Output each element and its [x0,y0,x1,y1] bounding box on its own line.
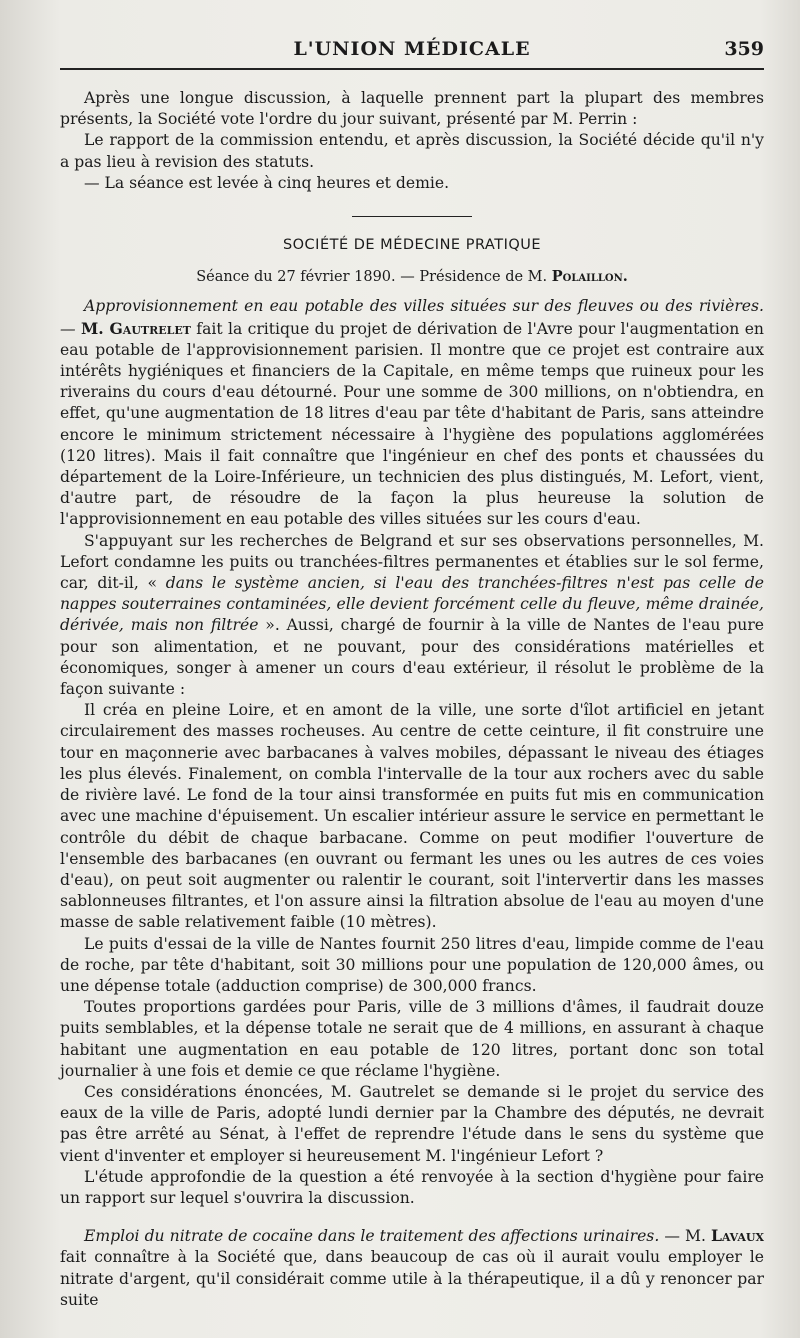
article-heading: Approvisionnement en eau potable des villes situées sur des fleuves ou des rivières. — [60,297,764,338]
session-line [60,266,764,288]
article-paragraph: L'étude approfondie de la question a été renvoyée à la section d'hygiène pour faire un rapport sur lequel s'ouvrira la discussion. [60,1167,764,1207]
article-text: ». Aussi, chargé de fournir à la ville de Nantes de l'eau pure pour son alimentation, et ne pouvant, pour des considérations matérielles et économiques, songer à amener un cours d'eau extérieur, il résolut le problème de la façon suivante : [60,616,765,699]
article-paragraph: Ces considérations énoncées, M. Gautrelet se demande si le projet du service des eaux de la ville de Paris, adopté lundi dernier par la Chambre des députés, ne devrait pas être arrêté au Sénat, à l'effet de reprendre l'étude dans le sens du système que vient d'inventer et employer si heureusement M. l'ingénieur Lefort ? [60,1082,764,1165]
section-title: SOCIÉTÉ DE MÉDECINE PRATIQUE [282,237,542,254]
article-paragraph: Le puits d'essai de la ville de Nantes fournit 250 litres d'eau, limpide comme de l'eau de roche, par tête d'habitant, soit 30 millions pour une population de 120,000 âmes, ou une dépense totale (adduction comprise) de 300,000 francs. [60,934,764,995]
article-text: fait connaître à la Société que, dans beaucoup de cas où il aurait voulu employer le nitrate d'argent, qu'il considérait comme utile à la thérapeutique, il a dû y renoncer par suite [60,1248,764,1309]
president-name: Polaillon. [551,268,628,286]
article-heading: Emploi du nitrate de cocaïne dans le traitement des affections urinaires. [84,1227,660,1246]
article-paragraph [60,1225,764,1311]
intro-block [60,88,764,194]
body-text [60,88,764,1311]
article-author: Lavaux [710,1226,765,1246]
journal-title: L'UNION MÉDICALE [293,38,531,60]
article-text: — M. [659,1227,711,1246]
article-quote: dans le système ancien, si l'eau des tranchées-filtres n'est pas celle de nappes souterraines contaminées, elle devient forcément celle du fleuve, même drainée, dérivée, mais non filtrée [60,574,764,635]
article-text: fait la critique du projet de dérivation de l'Avre pour l'augmentation en eau potable de l'approvisionnement parisien. Il montre que ce projet est contraire aux intérêts hygiéniques et financiers de la Capitale, en même temps que ruineux pour les riverains du cours d'eau détourné. Pour une somme de 300 millions, on n'obtiendra, en effet, qu'une augmentation de 18 litres d'eau par tête d'habitant de Paris, sans atteindre encore le minimum strictement nécessaire à l'hygiène des populations agglomérées (120 litres). Mais il fait connaître que l'ingénieur en chef des ponts et chaussées du département de la Loire-Inférieure, un technicien des plus distingués, M. Lefort, vient, d'autre part, de résoudre de la façon la plus heureuse la solution de l'approvisionnement en eau potable des villes situées sur les cours d'eau. [60,319,764,529]
intro-paragraph: — La séance est levée à cinq heures et demie. [84,173,450,192]
intro-paragraph: Le rapport de la commission entendu, et après discussion, la Société décide qu'il n'y a pas lieu à revision des statuts. [60,131,764,171]
paragraph-gap [60,1209,764,1225]
article-text: S'appuyant sur les recherches de Belgrand et sur ses observations personnelles, M. Lefort condamne les puits ou tranchées-filtres permanentes et établies sur le sol ferme, car, dit-il, « [60,531,764,593]
intro-paragraph: Après une longue discussion, à laquelle prennent part la plupart des membres présents, la Société vote l'ordre du jour suivant, présenté par M. Perrin : [60,89,764,129]
article-paragraph: Toutes proportions gardées pour Paris, ville de 3 millions d'âmes, il faudrait douze puits semblables, et la dépense totale ne serait que de 4 millions, en assurant à chaque habitant une augmentation en eau potable de 120 litres, portant donc son total journalier à une fois et demie ce que réclame l'hygiène. [60,998,764,1080]
article-paragraph [60,531,764,701]
article-paragraph: Il créa en pleine Loire, et en amont de la ville, une sorte d'îlot artificiel en jetant circulairement des masses rocheuses. Au centre de cette ceinture, il fit construire une tour en maçonnerie avec barbacanes à valves mobiles, dépassant le niveau des étiages les plus élevés. Finalement, on combla l'intervalle de la tour aux rochers avec du sable de rivière lavé. Le fond de la tour ainsi transformée en puits fut mis en communication avec une machine d'épuisement. Un escalier intérieur assure le service en permettant le contrôle du débit de chaque barbacane. Comme on peut modifier l'ouverture de l'ensemble des barbacanes (en ouvrant ou fermant les unes ou les autres de ces voies d'eau), on peut soit augmenter ou ralentir le courant, soit l'intervertir dans les masses sablonneuses filtrantes, et l'on assure ainsi la filtration absolue de l'eau au moyen d'une masse de sable relativement faible (10 mètres). [60,701,764,932]
section-divider [352,216,472,217]
session-date: Séance du 27 février 1890. — Présidence de M. [196,269,552,286]
article-author: M. Gautrelet [80,318,191,338]
running-header [60,34,764,70]
page-number: 359 [724,38,764,60]
article-paragraph [60,296,764,530]
